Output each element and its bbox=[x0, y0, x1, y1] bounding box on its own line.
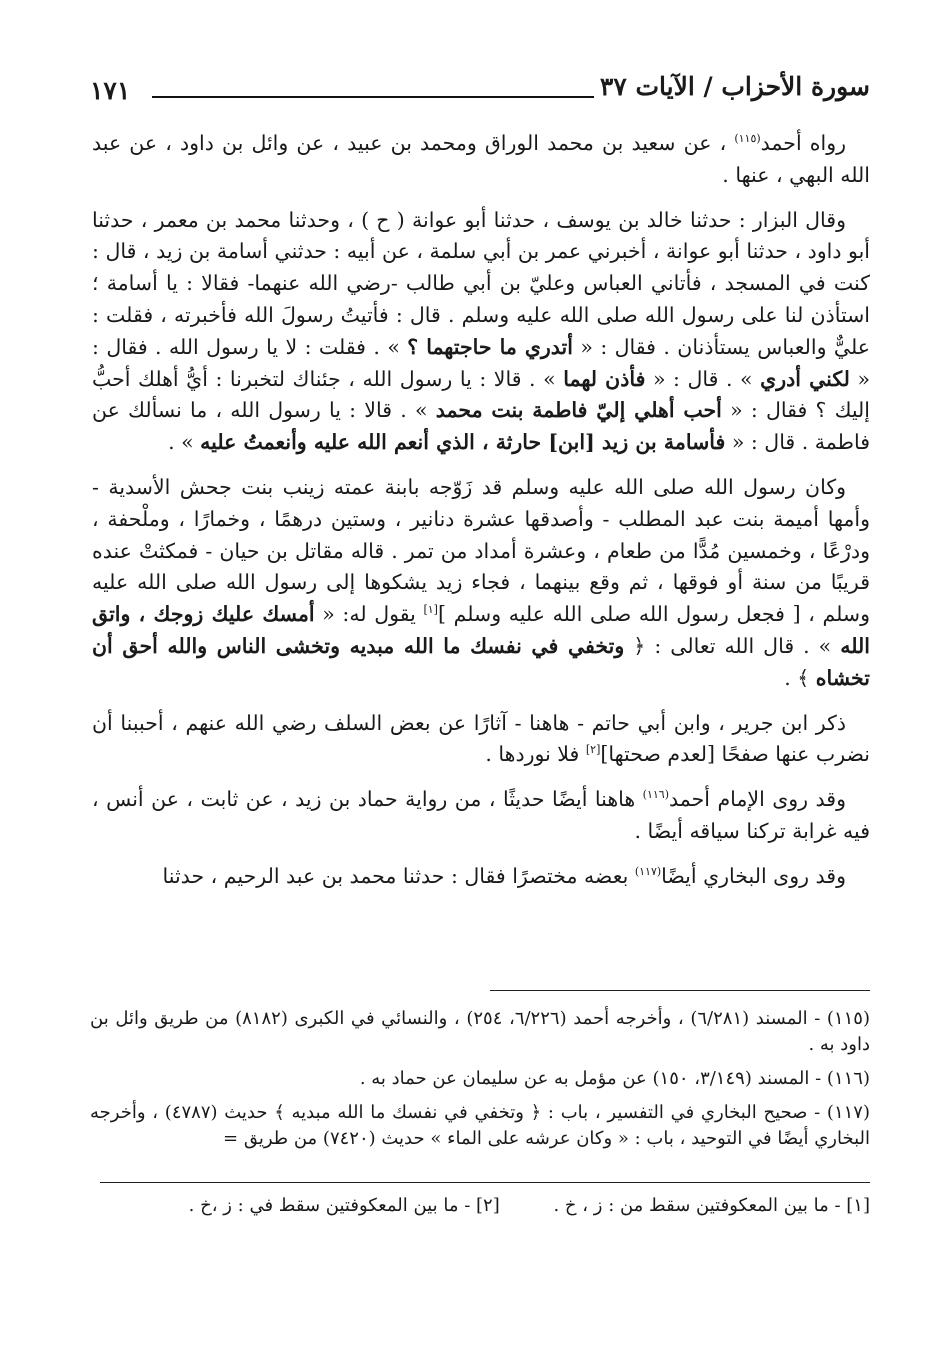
text-run: ﴾ . bbox=[784, 665, 816, 690]
text-run: ذكر ابن جرير ، وابن أبي حاتم - هاهنا - آثارًا عن بعض السلف رضي الله عنهم ، أحببنا أن نضرب عنها صفحًا [لعدم صحتها] bbox=[92, 710, 870, 767]
editorial-note-1: [١] - ما بين المعكوفتين سقط من : ز ، خ . bbox=[553, 1195, 870, 1216]
footnote-ref: [١] bbox=[423, 603, 438, 617]
text-run: ، عن سعيد بن محمد الوراق ومحمد بن عبيد ، عن وائل بن داود ، عن عبد الله البهي ، عنها . bbox=[92, 131, 870, 187]
text-run: » . فقلت : لا يا رسول الله . فقال : « bbox=[92, 334, 871, 391]
text-run: وقد روى الإمام أحمد bbox=[669, 787, 847, 812]
footnote-separator bbox=[490, 990, 870, 991]
text-run: رواه أحمد bbox=[760, 131, 847, 155]
footnote-115: (١١٥) - المسند (٦/٢٨١) ، وأخرجه أحمد (٦/٢٢٦، ٢٥٤) ، والنسائي في الكبرى (٨١٨٢) من طريق وائل بن داود به . bbox=[90, 1008, 870, 1055]
page-header bbox=[90, 62, 870, 106]
footnote-ref: (١١٥) bbox=[734, 132, 761, 146]
bold-quote: أمسك عليك زوجك ، واتق الله bbox=[92, 602, 870, 658]
footnote-ref: [٢] bbox=[585, 743, 601, 757]
running-title: سورة الأحزاب / الآيات ٣٧ bbox=[599, 72, 870, 101]
paragraph bbox=[92, 708, 870, 772]
footnote-117: (١١٧) - صحيح البخاري في التفسير ، باب : ﴿ وتخفي في نفسك ما الله مبديه ﴾ حديث (٤٧٨٧) ، وأخرجه البخاري أيضًا في التوحيد ، باب : « وكان عرشه على الماء » حديث (٧٤٢٠) من طريق = bbox=[90, 1102, 871, 1149]
text-run: وقد روى البخاري أيضًا bbox=[661, 863, 846, 888]
text-run: » . قال الله تعالى : ﴿ bbox=[624, 633, 841, 658]
text-run: وكان رسول الله صلى الله عليه وسلم قد زَوّجه بابنة عمته زينب بنت جحش الأسدية - وأمها أميمة بنت عبد المطلب - وأصدقها عشرة دنانير ، وستين درهمًا ، وخمارًا ، وملْحفة ، ودرْعًا ، وخمسين مُدًّا من طعام ، وعشرة أمداد من تمر . قاله مقاتل بن حيان - فمكثتْ عنده قريبًا من سنة أو فوقها ، ثم وقع بينهما ، فجاء زيد يشكوها إلى رسول الله صلى الله عليه وسلم ، [ فجعل رسول الله صلى الله عليه وسلم ] bbox=[92, 474, 871, 627]
paragraph bbox=[92, 861, 870, 893]
text-run: هاهنا أيضًا حديثًا ، من رواية حماد بن زيد ، عن ثابت ، عن أنس ، فيه غرابة تركنا سياقه أيضًا . bbox=[92, 787, 870, 843]
text-run: » . قالا : يا رسول الله ، ما نسألك عن فاطمة . قال : « bbox=[92, 398, 870, 455]
editorial-notes bbox=[100, 1193, 870, 1219]
bold-quote: لكني أدري bbox=[760, 366, 850, 391]
text-run: » . bbox=[168, 430, 201, 455]
text-run: » . قالا : يا رسول الله ، جئناك لتخبرنا : أيُّ أهلك أحبُّ إليك ؟ فقال : « bbox=[92, 366, 870, 423]
bold-quote: فأذن لهما bbox=[563, 366, 646, 391]
bold-quote: أتدري ما حاجتهما ؟ bbox=[407, 334, 573, 359]
paragraph bbox=[92, 784, 870, 848]
footnote-116: (١١٦) - المسند (٣/١٤٩، ١٥٠) عن مؤمل به عن سليمان عن حماد به . bbox=[359, 1068, 870, 1089]
editorial-note-2: [٢] - ما بين المعكوفتين سقط في : ز ،خ . bbox=[188, 1195, 500, 1216]
footnotes bbox=[90, 1006, 870, 1160]
text-run: بعضه مختصرًا فقال : حدثنا محمد بن عبد الرحيم ، حدثنا bbox=[162, 863, 635, 888]
bold-quote: فأسامة بن زيد [ابن] حارثة ، الذي أنعم الله عليه وأنعمتُ عليه bbox=[200, 430, 726, 455]
text-run: يقول له: « bbox=[314, 602, 424, 627]
text-run: فلا نوردها . bbox=[485, 742, 586, 767]
paragraph bbox=[92, 472, 870, 695]
editorial-notes-separator bbox=[100, 1182, 870, 1183]
bold-quote: وتخفي في نفسك ما الله مبديه وتخشى الناس والله أحق أن تخشاه bbox=[92, 633, 870, 690]
bold-quote: أحب أهلي إليّ فاطمة بنت محمد bbox=[435, 398, 722, 423]
text-run: » . قال : « bbox=[645, 366, 761, 391]
paragraph bbox=[92, 205, 870, 459]
text-run: وقال البزار : حدثنا خالد بن يوسف ، حدثنا أبو عوانة ( ح ) ، وحدثنا محمد بن معمر ، حدثنا أبو داود ، حدثنا أبو عوانة ، أخبرني عمر بن أبي سلمة ، عن أبيه : حدثني أسامة بن زيد ، قال : كنت في المسجد ، فأتاني العباس وعليّ بن أبي طالب -رضي الله عنهما- فقالا : يا أسامة ؛ استأذن لنا على رسول الله صلى الله عليه وسلم . قال : فأتيتُ رسولَ الله فأخبرته ، فقلت : عليٌّ والعباس يستأذنان . فقال : « bbox=[92, 207, 870, 359]
paragraph bbox=[92, 128, 870, 192]
main-text bbox=[92, 128, 870, 906]
footnote-ref: (١١٦) bbox=[642, 788, 669, 802]
page-number: ١٧١ bbox=[90, 76, 131, 105]
header-rule bbox=[152, 96, 594, 98]
footnote-ref: (١١٧) bbox=[634, 864, 662, 878]
